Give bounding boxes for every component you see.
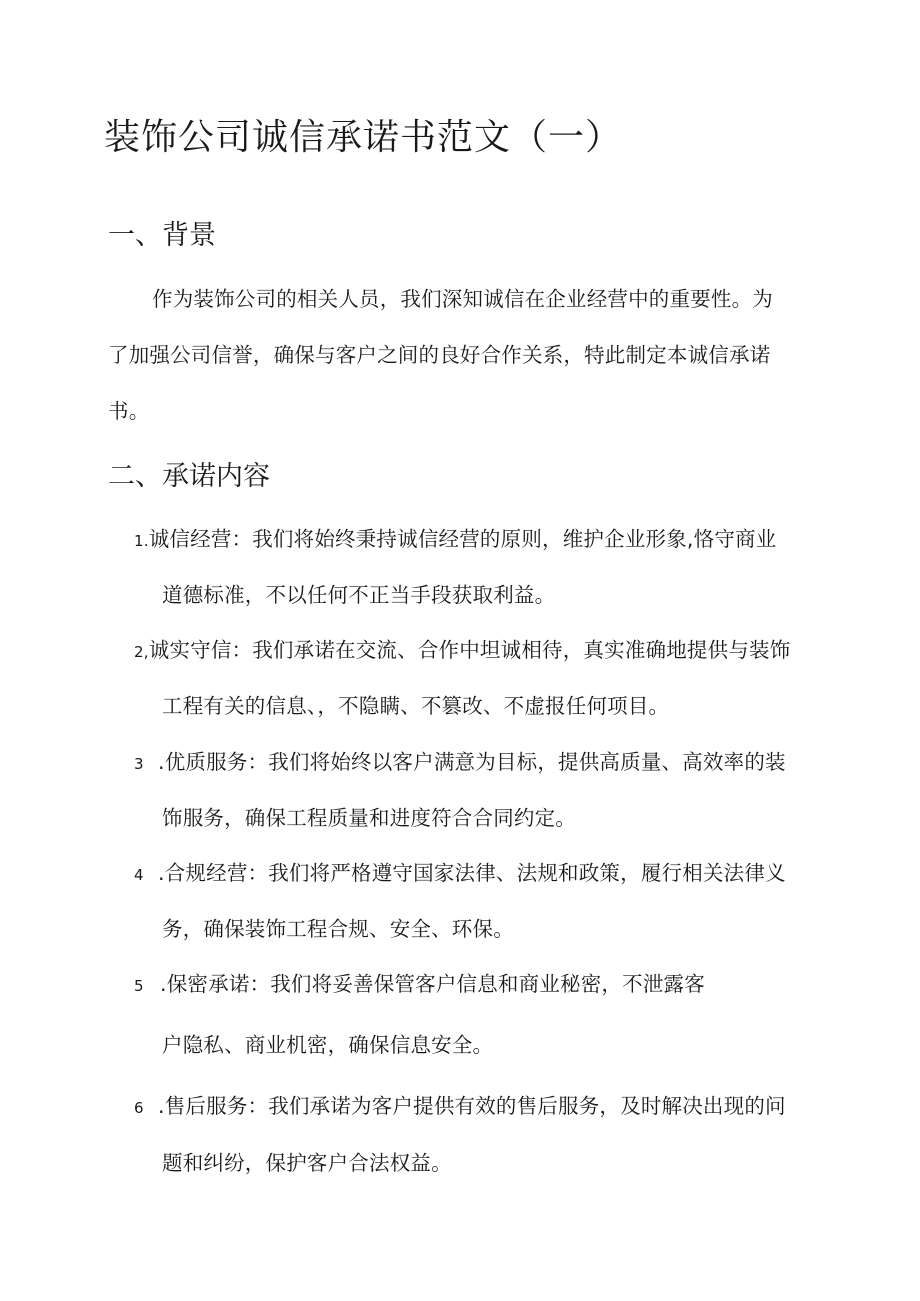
item-text: .售后服务：我们承诺为客户提供有效的售后服务，及时解决出现的问 bbox=[158, 1094, 786, 1118]
list-item bbox=[134, 633, 790, 669]
list-item bbox=[134, 522, 776, 558]
section-heading-commitments: 二、承诺内容 bbox=[108, 461, 270, 492]
document-title: 装饰公司诚信承诺书范文（一） bbox=[104, 117, 623, 158]
item-continuation: 题和纠纷，保护客户合法权益。 bbox=[162, 1151, 452, 1175]
item-continuation: 务，确保装饰工程合规、安全、环保。 bbox=[162, 917, 514, 941]
item-text: .优质服务：我们将始终以客户满意为目标，提供高质量、高效率的装 bbox=[158, 750, 786, 774]
paragraph-line: 书。 bbox=[108, 399, 150, 423]
section-heading-background: 一、背景 bbox=[108, 220, 216, 251]
item-continuation: 道德标准，不以任何不正当手段获取利益。 bbox=[162, 583, 556, 607]
list-item bbox=[134, 745, 786, 781]
list-item bbox=[134, 1089, 786, 1125]
item-number: 4 bbox=[134, 866, 144, 884]
item-text: 诚信经营：我们将始终秉持诚信经营的原则，维护企业形象,恪守商业 bbox=[148, 527, 777, 551]
list-item bbox=[134, 856, 786, 892]
item-text: .保密承诺：我们将妥善保管客户信息和商业秘密，不泄露客 bbox=[160, 972, 705, 996]
paragraph-line: 作为装饰公司的相关人员，我们深知诚信在企业经营中的重要性。为 bbox=[152, 287, 773, 311]
item-number: 5 bbox=[134, 977, 144, 995]
item-continuation: 工程有关的信息、，不隐瞒、不篡改、不虚报任何项目。 bbox=[162, 694, 670, 718]
item-text: 诚实守信：我们承诺在交流、合作中坦诚相待，真实准确地提供与装饰 bbox=[148, 638, 791, 662]
item-text: .合规经营：我们将严格遵守国家法律、法规和政策，履行相关法律义 bbox=[158, 861, 786, 885]
item-number: 2, bbox=[134, 643, 149, 661]
item-number: 3 bbox=[134, 755, 144, 773]
item-number: 1. bbox=[134, 532, 149, 550]
list-item bbox=[134, 967, 705, 1003]
item-number: 6 bbox=[134, 1099, 144, 1117]
paragraph-line: 了加强公司信誉，确保与客户之间的良好合作关系，特此制定本诚信承诺 bbox=[108, 343, 771, 367]
item-continuation: 户隐私、商业机密，确保信息安全。 bbox=[162, 1033, 494, 1057]
item-continuation: 饰服务，确保工程质量和进度符合合同约定。 bbox=[162, 806, 576, 830]
